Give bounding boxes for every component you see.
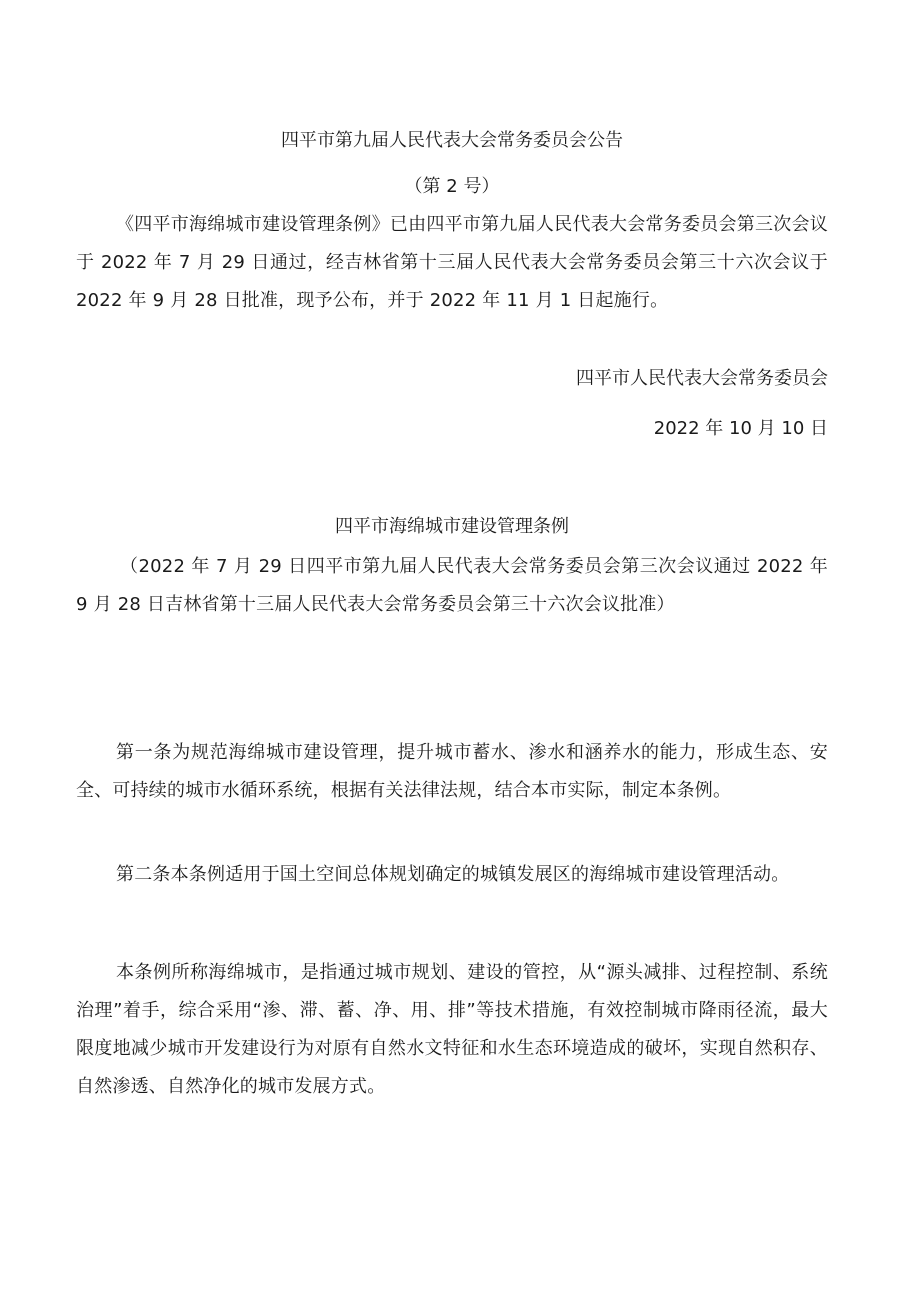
- announcement-date: 2022 年 10 月 10 日: [653, 418, 828, 439]
- announcement-title: 四平市第九届人民代表大会常务委员会公告: [281, 130, 623, 151]
- article-2: 第二条本条例适用于国土空间总体规划确定的城镇发展区的海绵城市建设管理活动。: [116, 864, 790, 885]
- announcement-issuer: 四平市人民代表大会常务委员会: [576, 368, 828, 389]
- announcement-number: （第 2 号）: [404, 176, 500, 197]
- article-2-paragraph-2: 本条例所称海绵城市，是指通过城市规划、建设的管控，从“源头减排、过程控制、系统治理”着手，综合采用“渗、滞、蓄、净、用、排”等技术措施，有效控制城市降雨径流，最大限度地减少城市开发建设行为对原有自然水文特征和水生态环境造成的破坏，实现自然积存、自然渗透、自然净化的城市发展方式。: [76, 962, 828, 1097]
- regulation-title: 四平市海绵城市建设管理条例: [335, 516, 569, 537]
- document-page: [76, 0, 828, 1301]
- article-1: 第一条为规范海绵城市建设管理，提升城市蓄水、渗水和涵养水的能力，形成生态、安全、可持续的城市水循环系统，根据有关法律法规，结合本市实际，制定本条例。: [76, 742, 828, 801]
- announcement-body: 《四平市海绵城市建设管理条例》已由四平市第九届人民代表大会常务委员会第三次会议于 2022 年 7 月 29 日通过，经吉林省第十三届人民代表大会常务委员会第三十六次会议于 2022 年 9 月 28 日批准，现予公布，并于 2022 年 11 月 1 日起施行。: [76, 214, 828, 311]
- regulation-adoption-note: （2022 年 7 月 29 日四平市第九届人民代表大会常务委员会第三次会议通过 2022 年 9 月 28 日吉林省第十三届人民代表大会常务委员会第三十六次会议批准）: [76, 556, 828, 615]
